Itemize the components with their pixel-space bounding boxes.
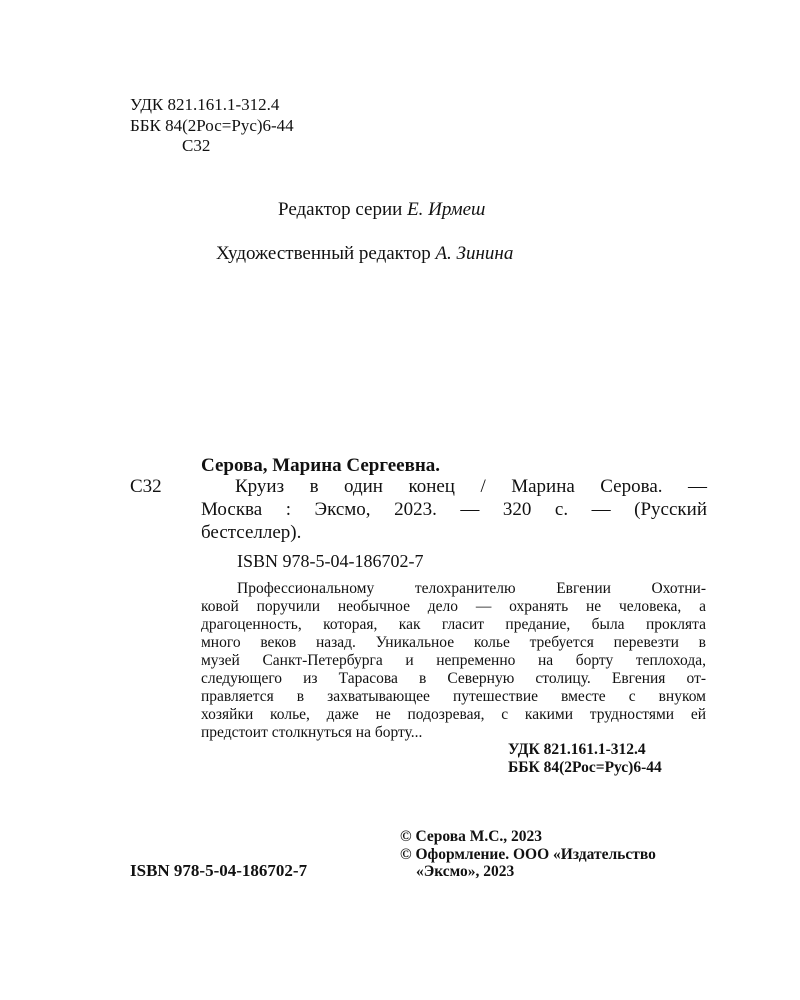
annotation-line: музей Санкт-Петербурга и непременно на борту теплохода, [201,652,706,669]
udk-top: УДК 821.161.1-312.4 [130,95,280,114]
biblio-line: Круиз в один конец / Марина Серова. — [235,476,707,497]
annotation-line: Профессиональному телохранителю Евгении Охотни- [237,580,706,597]
author-code: С32 [130,476,162,497]
isbn-bottom: ISBN 978-5-04-186702-7 [130,861,308,880]
art-editor [216,243,513,265]
bbk-bottom: ББК 84(2Рос=Рус)6-44 [508,759,662,776]
art-editor-name: А. Зинина [435,243,514,264]
copyright-publisher: «Эксмо», 2023 [416,863,515,880]
bbk-top: ББК 84(2Рос=Рус)6-44 [130,116,294,135]
author-code-top: С32 [182,136,211,155]
series-editor-label: Редактор серии [278,199,403,220]
copyright-design: © Оформление. ООО «Издательство [400,846,656,863]
series-editor-name: Е. Ирмеш [407,199,486,220]
udk-bottom: УДК 821.161.1-312.4 [508,741,646,758]
annotation-line: драгоценность, которая, как гласит предание, была проклята [201,616,706,633]
author-heading: Серова, Марина Сергеевна. [201,455,441,476]
biblio-line: Москва : Эксмо, 2023. — 320 с. — (Русский [201,499,707,520]
annotation-line: ковой поручили необычное дело — охранять не человека, а [201,598,706,615]
biblio-line: бестселлер). [201,522,302,543]
annotation-line: правляется в захватывающее путешествие вместе с внуком [201,688,706,705]
isbn-record: ISBN 978-5-04-186702-7 [237,551,424,571]
art-editor-label: Художественный редактор [216,243,431,264]
copyright-author: © Серова М.С., 2023 [400,828,543,845]
annotation-line: следующего из Тарасова в Северную столицу. Евгения от- [201,670,706,687]
series-editor [278,199,485,221]
annotation-line: хозяйки колье, даже не подозревая, с какими трудностями ей [201,706,706,723]
annotation-line: предстоит столкнуться на борту... [201,724,423,741]
annotation-line: много веков назад. Уникальное колье требуется перевезти в [201,634,706,651]
